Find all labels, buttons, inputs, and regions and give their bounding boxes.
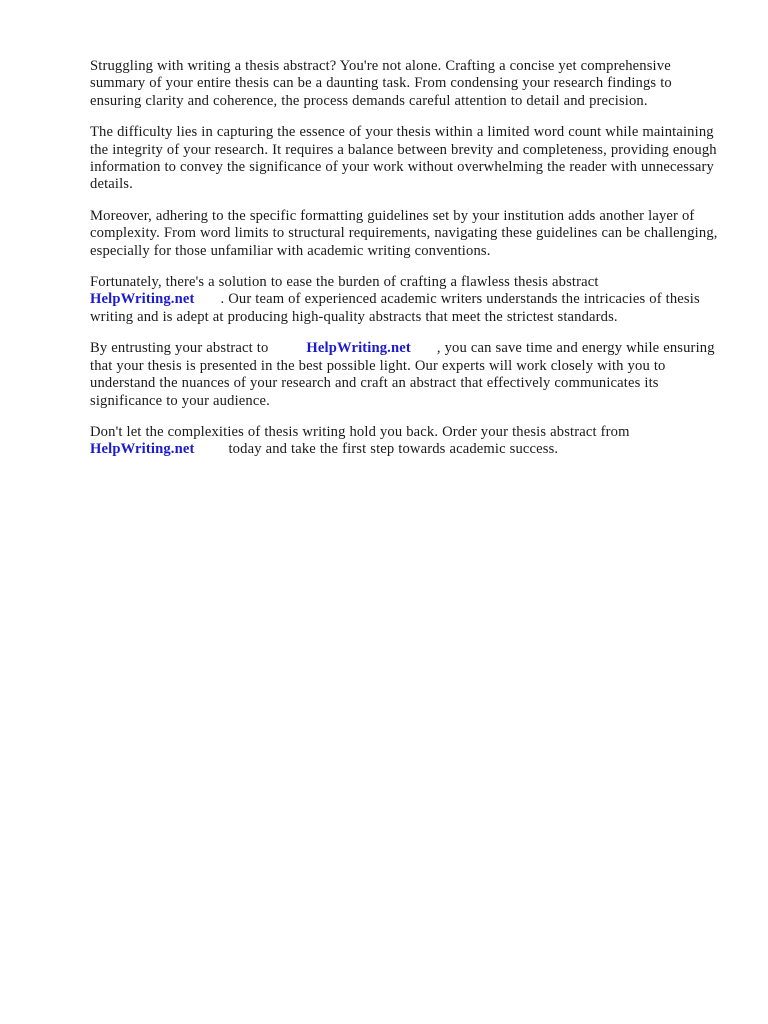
helpwriting-link-1[interactable]: HelpWriting.net — [90, 291, 195, 308]
paragraph-5 — [90, 340, 718, 410]
paragraph-6-tail-text: today and take the first step towards academic success. — [228, 441, 559, 458]
paragraph-1 — [90, 58, 718, 110]
paragraph-5-tail-text: , you can save time and energy while ensuring that your thesis is presented in the best possible light. Our experts will work closely with you to understand the nuances of your research and craft an abstract that effectively communicates its significance to your audience. — [90, 340, 715, 409]
paragraph-3-text: Moreover, adhering to the specific formatting guidelines set by your institution adds another layer of complexity. From word limits to structural requirements, navigating these guidelines can be challenging, especially for those unfamiliar with academic writing conventions. — [90, 207, 718, 259]
paragraph-4 — [90, 274, 718, 326]
paragraph-1-text: Struggling with writing a thesis abstract? You're not alone. Crafting a concise yet comprehensive summary of your entire thesis can be a daunting task. From condensing your research findings to ensuring clarity and coherence, the process demands careful attention to detail and precision. — [90, 58, 672, 109]
paragraph-4-lead-text: Fortunately, there's a solution to ease the burden of crafting a flawless thesis abstract — [90, 274, 599, 291]
paragraph-2-text: The difficulty lies in capturing the essence of your thesis within a limited word count while maintaining the integrity of your research. It requires a balance between brevity and completeness, providing enough information to convey the significance of your work without overwhelming the reader with unnecessary details. — [90, 124, 717, 193]
helpwriting-link-3[interactable]: HelpWriting.net — [90, 441, 195, 458]
paragraph-6-lead-text: Don't let the complexities of thesis writing hold you back. Order your thesis abstract from — [90, 423, 630, 440]
paragraph-5-lead-text: By entrusting your abstract to — [90, 340, 269, 357]
document-text-body — [90, 58, 718, 459]
paragraph-4-tail-text: . Our team of experienced academic writers understands the intricacies of thesis writing and is adept at producing high-quality abstracts that meet the strictest standards. — [90, 291, 700, 325]
helpwriting-link-2[interactable]: HelpWriting.net — [306, 340, 411, 357]
paragraph-3 — [90, 208, 718, 260]
paragraph-2 — [90, 124, 718, 194]
paragraph-6 — [90, 424, 718, 459]
